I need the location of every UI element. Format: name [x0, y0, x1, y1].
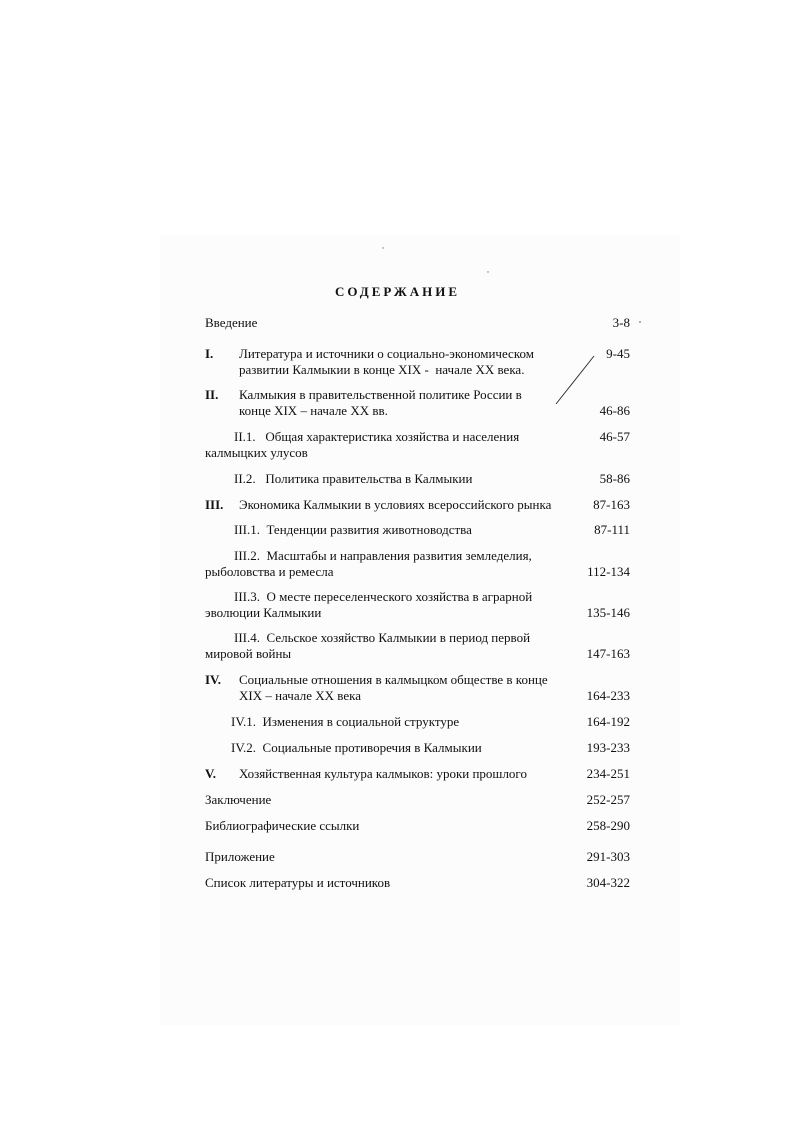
page-title: СОДЕРЖАНИЕ — [334, 284, 461, 299]
toc-chapter-5-title: Хозяйственная культура калмыков: уроки прошлого — [239, 766, 527, 781]
toc-section-4-1: IV.1. Изменения в социальной структуре — [231, 714, 460, 729]
toc-section-3-4-line1: III.4. Сельское хозяйство Калмыкии в период первой — [234, 630, 531, 645]
toc-chapter-1-pages: 9-45 — [606, 346, 630, 361]
toc-chapter-1-line1: Литература и источники о социально-экономическом — [239, 346, 534, 361]
toc-introduction: Введение — [205, 315, 258, 330]
toc-section-2-1-line1: II.1. Общая характеристика хозяйства и населения — [234, 429, 520, 444]
toc-section-2-1-line2: калмыцких улусов — [205, 445, 308, 460]
toc-chapter-3-pages: 87-163 — [593, 497, 630, 512]
toc-appendix-pages: 291-303 — [586, 849, 630, 864]
toc-chapter-5-pages: 234-251 — [586, 766, 630, 781]
toc-section-3-4-pages: 147-163 — [586, 646, 630, 661]
toc-chapter-2-number: II. — [205, 387, 219, 402]
toc-conclusion-pages: 252-257 — [586, 792, 630, 807]
toc-section-2-2-pages: 58-86 — [599, 471, 630, 486]
toc-chapter-1-number: I. — [205, 346, 214, 361]
toc-section-4-2: IV.2. Социальные противоречия в Калмыкии — [231, 740, 482, 755]
toc-section-2-2: II.2. Политика правительства в Калмыкии — [234, 471, 473, 486]
toc-section-3-1: III.1. Тенденции развития животноводства — [234, 522, 472, 537]
toc-chapter-1-line2: развитии Калмыкии в конце XIX - начале XX века. — [239, 362, 525, 377]
toc-section-3-4-line2: мировой войны — [205, 646, 292, 661]
toc-chapter-5-number: V. — [205, 766, 216, 781]
toc-appendix: Приложение — [205, 849, 275, 864]
toc-chapter-3-number: III. — [205, 497, 224, 512]
toc-chapter-2-pages: 46-86 — [599, 403, 630, 418]
toc-chapter-2-line1: Калмыкия в правительственной политике России в — [239, 387, 522, 402]
toc-bibliography-pages: 304-322 — [586, 875, 630, 890]
toc-section-3-2-line2: рыболовства и ремесла — [205, 564, 334, 579]
toc-section-3-2-pages: 112-134 — [587, 564, 630, 579]
toc-section-2-1-pages: 46-57 — [599, 429, 630, 444]
toc-chapter-4-line1: Социальные отношения в калмыцком обществе в конце — [239, 672, 548, 687]
toc-chapter-2-line2: конце XIX – начале XX вв. — [239, 403, 388, 418]
toc-section-3-3-line1: III.3. О месте переселенческого хозяйства в аграрной — [234, 589, 533, 604]
toc-section-4-1-pages: 164-192 — [586, 714, 630, 729]
toc-chapter-4-number: IV. — [205, 672, 222, 687]
toc-conclusion: Заключение — [205, 792, 272, 807]
toc-section-3-1-pages: 87-111 — [594, 522, 630, 537]
toc-section-3-3-line2: эволюции Калмыкии — [205, 605, 322, 620]
toc-chapter-3-title: Экономика Калмыкии в условиях всероссийского рынка — [239, 497, 552, 512]
toc-chapter-4-line2: XIX – начале XX века — [239, 688, 361, 703]
toc-introduction-pages: 3-8 — [612, 315, 630, 330]
toc-chapter-4-pages: 164-233 — [586, 688, 630, 703]
toc-section-3-2-line1: III.2. Масштабы и направления развития земледелия, — [234, 548, 532, 563]
toc-section-4-2-pages: 193-233 — [586, 740, 630, 755]
toc-bibliography: Список литературы и источников — [205, 875, 391, 890]
toc-references-pages: 258-290 — [586, 818, 630, 833]
toc-references: Библиографические ссылки — [205, 818, 360, 833]
toc-section-3-3-pages: 135-146 — [586, 605, 630, 620]
